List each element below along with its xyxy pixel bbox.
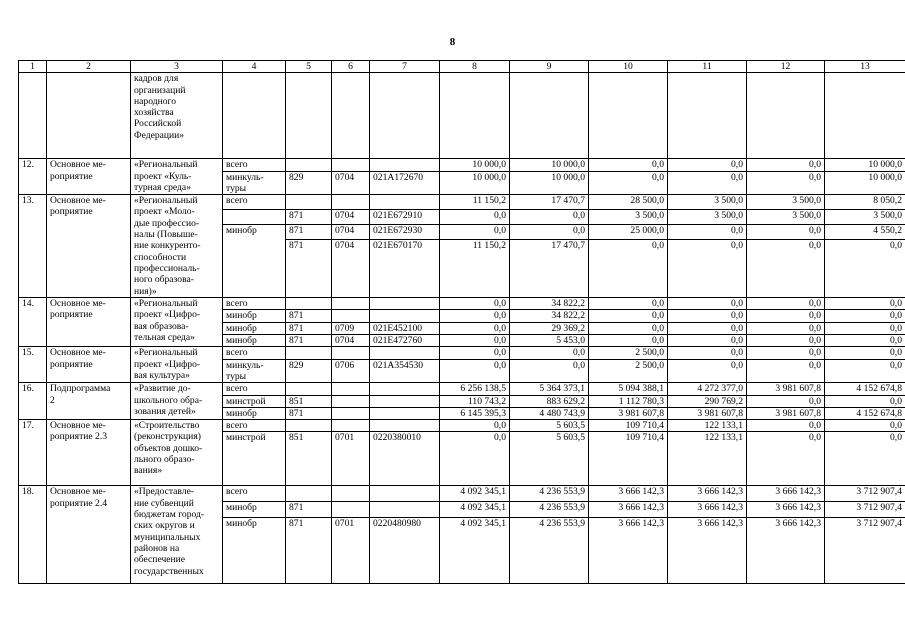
executor-cell: минстрой — [223, 395, 286, 407]
page-number: 8 — [449, 36, 456, 48]
amount-cell: 0,0 — [668, 310, 747, 322]
amount-cell: 3 712 907,4 — [825, 486, 905, 502]
target-code: 021E670170 — [370, 240, 440, 298]
amount-cell: 4 152 674,8 — [825, 407, 905, 419]
target-code: 021E452100 — [370, 322, 440, 334]
executor-cell: всего — [223, 420, 286, 432]
amount-cell: 0,0 — [440, 432, 510, 486]
section-code — [332, 407, 370, 419]
table-row — [19, 298, 905, 310]
grbs-code: 829 — [286, 171, 332, 195]
grbs-code: 871 — [286, 225, 332, 240]
column-header: 7 — [370, 61, 440, 73]
amount-cell: 0,0 — [825, 335, 905, 347]
amount-cell: 290 769,2 — [668, 395, 747, 407]
grbs-code: 871 — [286, 310, 332, 322]
column-header: 5 — [286, 61, 332, 73]
cell — [510, 73, 589, 159]
amount-cell: 3 666 142,3 — [668, 486, 747, 502]
section-code: 0701 — [332, 518, 370, 584]
grbs-code: 871 — [286, 335, 332, 347]
amount-cell: 0,0 — [589, 298, 668, 310]
amount-cell: 0,0 — [747, 395, 825, 407]
section-code — [332, 159, 370, 171]
cell — [19, 73, 47, 159]
section-code: 0704 — [332, 335, 370, 347]
cell — [332, 73, 370, 159]
row-number: 16. — [19, 383, 47, 420]
amount-cell: 3 666 142,3 — [747, 502, 825, 518]
grbs-code — [286, 347, 332, 359]
amount-cell: 0,0 — [825, 298, 905, 310]
amount-cell: 122 133,1 — [668, 420, 747, 432]
amount-cell: 5 603,5 — [510, 420, 589, 432]
section-code — [332, 486, 370, 502]
amount-cell: 0,0 — [440, 347, 510, 359]
executor-cell: минобр — [223, 335, 286, 347]
amount-cell: 2 500,0 — [589, 347, 668, 359]
item-title: «Региональный проект «Куль- турная среда» — [131, 159, 223, 195]
amount-cell: 0,0 — [668, 171, 747, 195]
row-number: 12. — [19, 159, 47, 195]
amount-cell: 0,0 — [589, 240, 668, 298]
amount-cell: 3 500,0 — [747, 195, 825, 210]
cell — [223, 73, 286, 159]
amount-cell: 122 133,1 — [668, 432, 747, 486]
target-code — [370, 407, 440, 419]
amount-cell: 0,0 — [747, 432, 825, 486]
amount-cell: 109 710,4 — [589, 420, 668, 432]
amount-cell: 3 981 607,8 — [668, 407, 747, 419]
amount-cell: 3 981 607,8 — [747, 407, 825, 419]
column-header: 9 — [510, 61, 589, 73]
amount-cell: 10 000,0 — [440, 159, 510, 171]
section-code: 0704 — [332, 171, 370, 195]
section-code — [332, 298, 370, 310]
target-code — [370, 383, 440, 395]
amount-cell: 110 743,2 — [440, 395, 510, 407]
item-type: Основное ме- роприятие — [47, 347, 131, 383]
amount-cell: 4 550,2 — [825, 225, 905, 240]
amount-cell: 3 666 142,3 — [668, 502, 747, 518]
grbs-code — [286, 298, 332, 310]
amount-cell: 1 112 780,3 — [589, 395, 668, 407]
amount-cell: 4 272 377,0 — [668, 383, 747, 395]
column-header: 1 — [19, 61, 47, 73]
row-number: 14. — [19, 298, 47, 347]
executor-cell: минкуль- туры — [223, 359, 286, 383]
amount-cell: 10 000,0 — [825, 171, 905, 195]
amount-cell: 0,0 — [747, 322, 825, 334]
column-header: 11 — [668, 61, 747, 73]
amount-cell: 4 092 345,1 — [440, 486, 510, 502]
amount-cell: 4 092 345,1 — [440, 518, 510, 584]
grbs-code — [286, 383, 332, 395]
cell — [370, 73, 440, 159]
executor-cell: минобр — [223, 518, 286, 584]
section-code — [332, 347, 370, 359]
amount-cell: 3 666 142,3 — [668, 518, 747, 584]
amount-cell: 17 470,7 — [510, 240, 589, 298]
row-number: 18. — [19, 486, 47, 584]
item-title: «Предоставле- ние субвенций бюджетам город- ских округов и муниципальных районов на обеспечение государственных — [131, 486, 223, 584]
executor-cell: минобр — [223, 310, 286, 322]
amount-cell: 10 000,0 — [440, 171, 510, 195]
row-number: 17. — [19, 420, 47, 486]
executor-cell: минобр — [223, 407, 286, 419]
section-code: 0701 — [332, 432, 370, 486]
amount-cell: 0,0 — [589, 159, 668, 171]
executor-cell: минстрой — [223, 432, 286, 486]
target-code — [370, 420, 440, 432]
target-code: 021E672930 — [370, 225, 440, 240]
cell — [286, 73, 332, 159]
target-code — [370, 195, 440, 210]
amount-cell: 5 453,0 — [510, 335, 589, 347]
amount-cell: 3 666 142,3 — [589, 486, 668, 502]
column-header: 12 — [747, 61, 825, 73]
executor-cell: всего — [223, 298, 286, 310]
table-row — [19, 383, 905, 395]
amount-cell: 4 236 553,9 — [510, 486, 589, 502]
target-code: 021A172670 — [370, 171, 440, 195]
amount-cell: 5 364 373,1 — [510, 383, 589, 395]
section-code: 0704 — [332, 240, 370, 298]
table-row — [19, 73, 905, 159]
amount-cell: 3 500,0 — [668, 195, 747, 210]
amount-cell: 3 712 907,4 — [825, 502, 905, 518]
amount-cell: 0,0 — [440, 322, 510, 334]
amount-cell: 0,0 — [510, 359, 589, 383]
grbs-code: 871 — [286, 502, 332, 518]
amount-cell: 0,0 — [668, 225, 747, 240]
amount-cell: 28 500,0 — [589, 195, 668, 210]
item-type: Основное ме- роприятие 2.4 — [47, 486, 131, 584]
table-row — [19, 347, 905, 359]
column-header: 4 — [223, 61, 286, 73]
grbs-code: 851 — [286, 395, 332, 407]
section-code — [332, 395, 370, 407]
item-title: «Строительство (реконструкция) объектов дошко- льного образо- вания» — [131, 420, 223, 486]
item-type: Основное ме- роприятие — [47, 298, 131, 347]
amount-cell: 0,0 — [747, 159, 825, 171]
cell — [668, 73, 747, 159]
amount-cell: 3 666 142,3 — [589, 502, 668, 518]
amount-cell: 0,0 — [510, 210, 589, 225]
amount-cell: 0,0 — [825, 310, 905, 322]
target-code — [370, 159, 440, 171]
amount-cell: 0,0 — [825, 347, 905, 359]
target-code: 021E672910 — [370, 210, 440, 225]
amount-cell: 0,0 — [668, 347, 747, 359]
executor-cell: минкуль- туры — [223, 171, 286, 195]
section-code — [332, 195, 370, 210]
amount-cell: 17 470,7 — [510, 195, 589, 210]
amount-cell: 0,0 — [440, 225, 510, 240]
target-code — [370, 502, 440, 518]
item-title: «Региональный проект «Цифро- вая культура» — [131, 347, 223, 383]
executor-cell: всего — [223, 383, 286, 395]
table-row — [19, 195, 905, 210]
target-code: 0220380010 — [370, 432, 440, 486]
section-code: 0706 — [332, 359, 370, 383]
grbs-code — [286, 420, 332, 432]
amount-cell: 4 092 345,1 — [440, 502, 510, 518]
amount-cell: 0,0 — [747, 171, 825, 195]
amount-cell: 11 150,2 — [440, 240, 510, 298]
amount-cell: 0,0 — [747, 225, 825, 240]
item-title: «Региональный проект «Цифро- вая образова- тельная среда» — [131, 298, 223, 347]
amount-cell: 8 050,2 — [825, 195, 905, 210]
column-header: 2 — [47, 61, 131, 73]
cell — [825, 73, 905, 159]
column-header: 10 — [589, 61, 668, 73]
grbs-code — [286, 486, 332, 502]
amount-cell: 0,0 — [747, 359, 825, 383]
executor-cell: минобр — [223, 502, 286, 518]
amount-cell: 34 822,2 — [510, 298, 589, 310]
amount-cell: 0,0 — [589, 310, 668, 322]
amount-cell: 4 236 553,9 — [510, 502, 589, 518]
amount-cell: 109 710,4 — [589, 432, 668, 486]
amount-cell: 4 152 674,8 — [825, 383, 905, 395]
table-row — [19, 420, 905, 432]
cell — [589, 73, 668, 159]
section-code — [332, 420, 370, 432]
amount-cell: 6 256 138,5 — [440, 383, 510, 395]
amount-cell: 0,0 — [747, 347, 825, 359]
amount-cell: 0,0 — [589, 335, 668, 347]
amount-cell: 11 150,2 — [440, 195, 510, 210]
amount-cell: 4 480 743,9 — [510, 407, 589, 419]
amount-cell: 0,0 — [668, 298, 747, 310]
amount-cell: 3 981 607,8 — [747, 383, 825, 395]
amount-cell: 0,0 — [440, 310, 510, 322]
target-code: 0220480980 — [370, 518, 440, 584]
amount-cell: 0,0 — [589, 322, 668, 334]
section-code — [332, 383, 370, 395]
amount-cell: 10 000,0 — [510, 159, 589, 171]
section-code: 0709 — [332, 322, 370, 334]
row-number: 13. — [19, 195, 47, 298]
item-title: «Региональный проект «Моло- дые профессио- налы (Повыше- ние конкуренто- способности профессиональ- ного образова- ния)» — [131, 195, 223, 298]
amount-cell: 0,0 — [668, 159, 747, 171]
amount-cell: 25 000,0 — [589, 225, 668, 240]
amount-cell: 0,0 — [747, 420, 825, 432]
amount-cell: 0,0 — [825, 395, 905, 407]
target-code — [370, 298, 440, 310]
amount-cell: 0,0 — [668, 335, 747, 347]
amount-cell: 0,0 — [668, 240, 747, 298]
amount-cell: 0,0 — [440, 359, 510, 383]
amount-cell: 0,0 — [825, 432, 905, 486]
executor-cell: всего — [223, 195, 286, 210]
item-type: Подпрограмма 2 — [47, 383, 131, 420]
column-number-row — [19, 61, 905, 73]
amount-cell: 10 000,0 — [510, 171, 589, 195]
amount-cell: 883 629,2 — [510, 395, 589, 407]
column-header: 13 — [825, 61, 905, 73]
amount-cell: 4 236 553,9 — [510, 518, 589, 584]
grbs-code: 829 — [286, 359, 332, 383]
target-code — [370, 310, 440, 322]
grbs-code: 871 — [286, 210, 332, 225]
amount-cell: 3 500,0 — [668, 210, 747, 225]
amount-cell: 3 981 607,8 — [589, 407, 668, 419]
grbs-code: 871 — [286, 518, 332, 584]
target-code — [370, 486, 440, 502]
amount-cell: 0,0 — [747, 310, 825, 322]
amount-cell: 0,0 — [440, 210, 510, 225]
amount-cell: 0,0 — [747, 240, 825, 298]
amount-cell: 3 500,0 — [825, 210, 905, 225]
item-type: Основное ме- роприятие — [47, 159, 131, 195]
amount-cell: 0,0 — [747, 335, 825, 347]
amount-cell: 0,0 — [668, 322, 747, 334]
executor-cell — [223, 210, 286, 225]
grbs-code: 871 — [286, 407, 332, 419]
column-header: 3 — [131, 61, 223, 73]
amount-cell: 3 666 142,3 — [747, 518, 825, 584]
amount-cell: 0,0 — [747, 298, 825, 310]
section-code — [332, 310, 370, 322]
amount-cell: 0,0 — [589, 171, 668, 195]
amount-cell: 3 666 142,3 — [747, 486, 825, 502]
grbs-code: 871 — [286, 322, 332, 334]
item-type: Основное ме- роприятие — [47, 195, 131, 298]
amount-cell: 5 094 388,1 — [589, 383, 668, 395]
table-row — [19, 159, 905, 171]
grbs-code: 871 — [286, 240, 332, 298]
column-header: 8 — [440, 61, 510, 73]
amount-cell: 0,0 — [440, 335, 510, 347]
amount-cell: 3 500,0 — [589, 210, 668, 225]
amount-cell: 10 000,0 — [825, 159, 905, 171]
amount-cell: 5 603,5 — [510, 432, 589, 486]
executor-cell: всего — [223, 486, 286, 502]
item-title: «Развитие до- школьного обра- зования детей» — [131, 383, 223, 420]
section-code: 0704 — [332, 210, 370, 225]
column-header: 6 — [332, 61, 370, 73]
executor-cell: минобр — [223, 322, 286, 334]
amount-cell: 0,0 — [825, 359, 905, 383]
amount-cell: 0,0 — [510, 347, 589, 359]
target-code — [370, 347, 440, 359]
table-row — [19, 486, 905, 502]
amount-cell: 0,0 — [825, 322, 905, 334]
section-code: 0704 — [332, 225, 370, 240]
grbs-code — [286, 159, 332, 171]
executor-cell: всего — [223, 159, 286, 171]
grbs-code — [286, 195, 332, 210]
amount-cell: 34 822,2 — [510, 310, 589, 322]
amount-cell: 0,0 — [440, 298, 510, 310]
amount-cell: 2 500,0 — [589, 359, 668, 383]
amount-cell: 0,0 — [668, 359, 747, 383]
item-type: Основное ме- роприятие 2.3 — [47, 420, 131, 486]
amount-cell: 0,0 — [510, 225, 589, 240]
target-code: 021E472760 — [370, 335, 440, 347]
amount-cell: 3 666 142,3 — [589, 518, 668, 584]
cell — [47, 73, 131, 159]
amount-cell: 0,0 — [440, 420, 510, 432]
budget-table — [18, 60, 905, 584]
amount-cell: 3 712 907,4 — [825, 518, 905, 584]
target-code: 021A354530 — [370, 359, 440, 383]
cell — [440, 73, 510, 159]
executor-cell: минобр — [223, 225, 286, 298]
amount-cell: 0,0 — [825, 240, 905, 298]
program-title-continued: кадров для организаций народного хозяйства Российской Федерации» — [131, 73, 223, 159]
row-number: 15. — [19, 347, 47, 383]
amount-cell: 29 369,2 — [510, 322, 589, 334]
amount-cell: 6 145 395,3 — [440, 407, 510, 419]
cell — [747, 73, 825, 159]
amount-cell: 3 500,0 — [747, 210, 825, 225]
grbs-code: 851 — [286, 432, 332, 486]
amount-cell: 0,0 — [825, 420, 905, 432]
target-code — [370, 395, 440, 407]
section-code — [332, 502, 370, 518]
executor-cell: всего — [223, 347, 286, 359]
